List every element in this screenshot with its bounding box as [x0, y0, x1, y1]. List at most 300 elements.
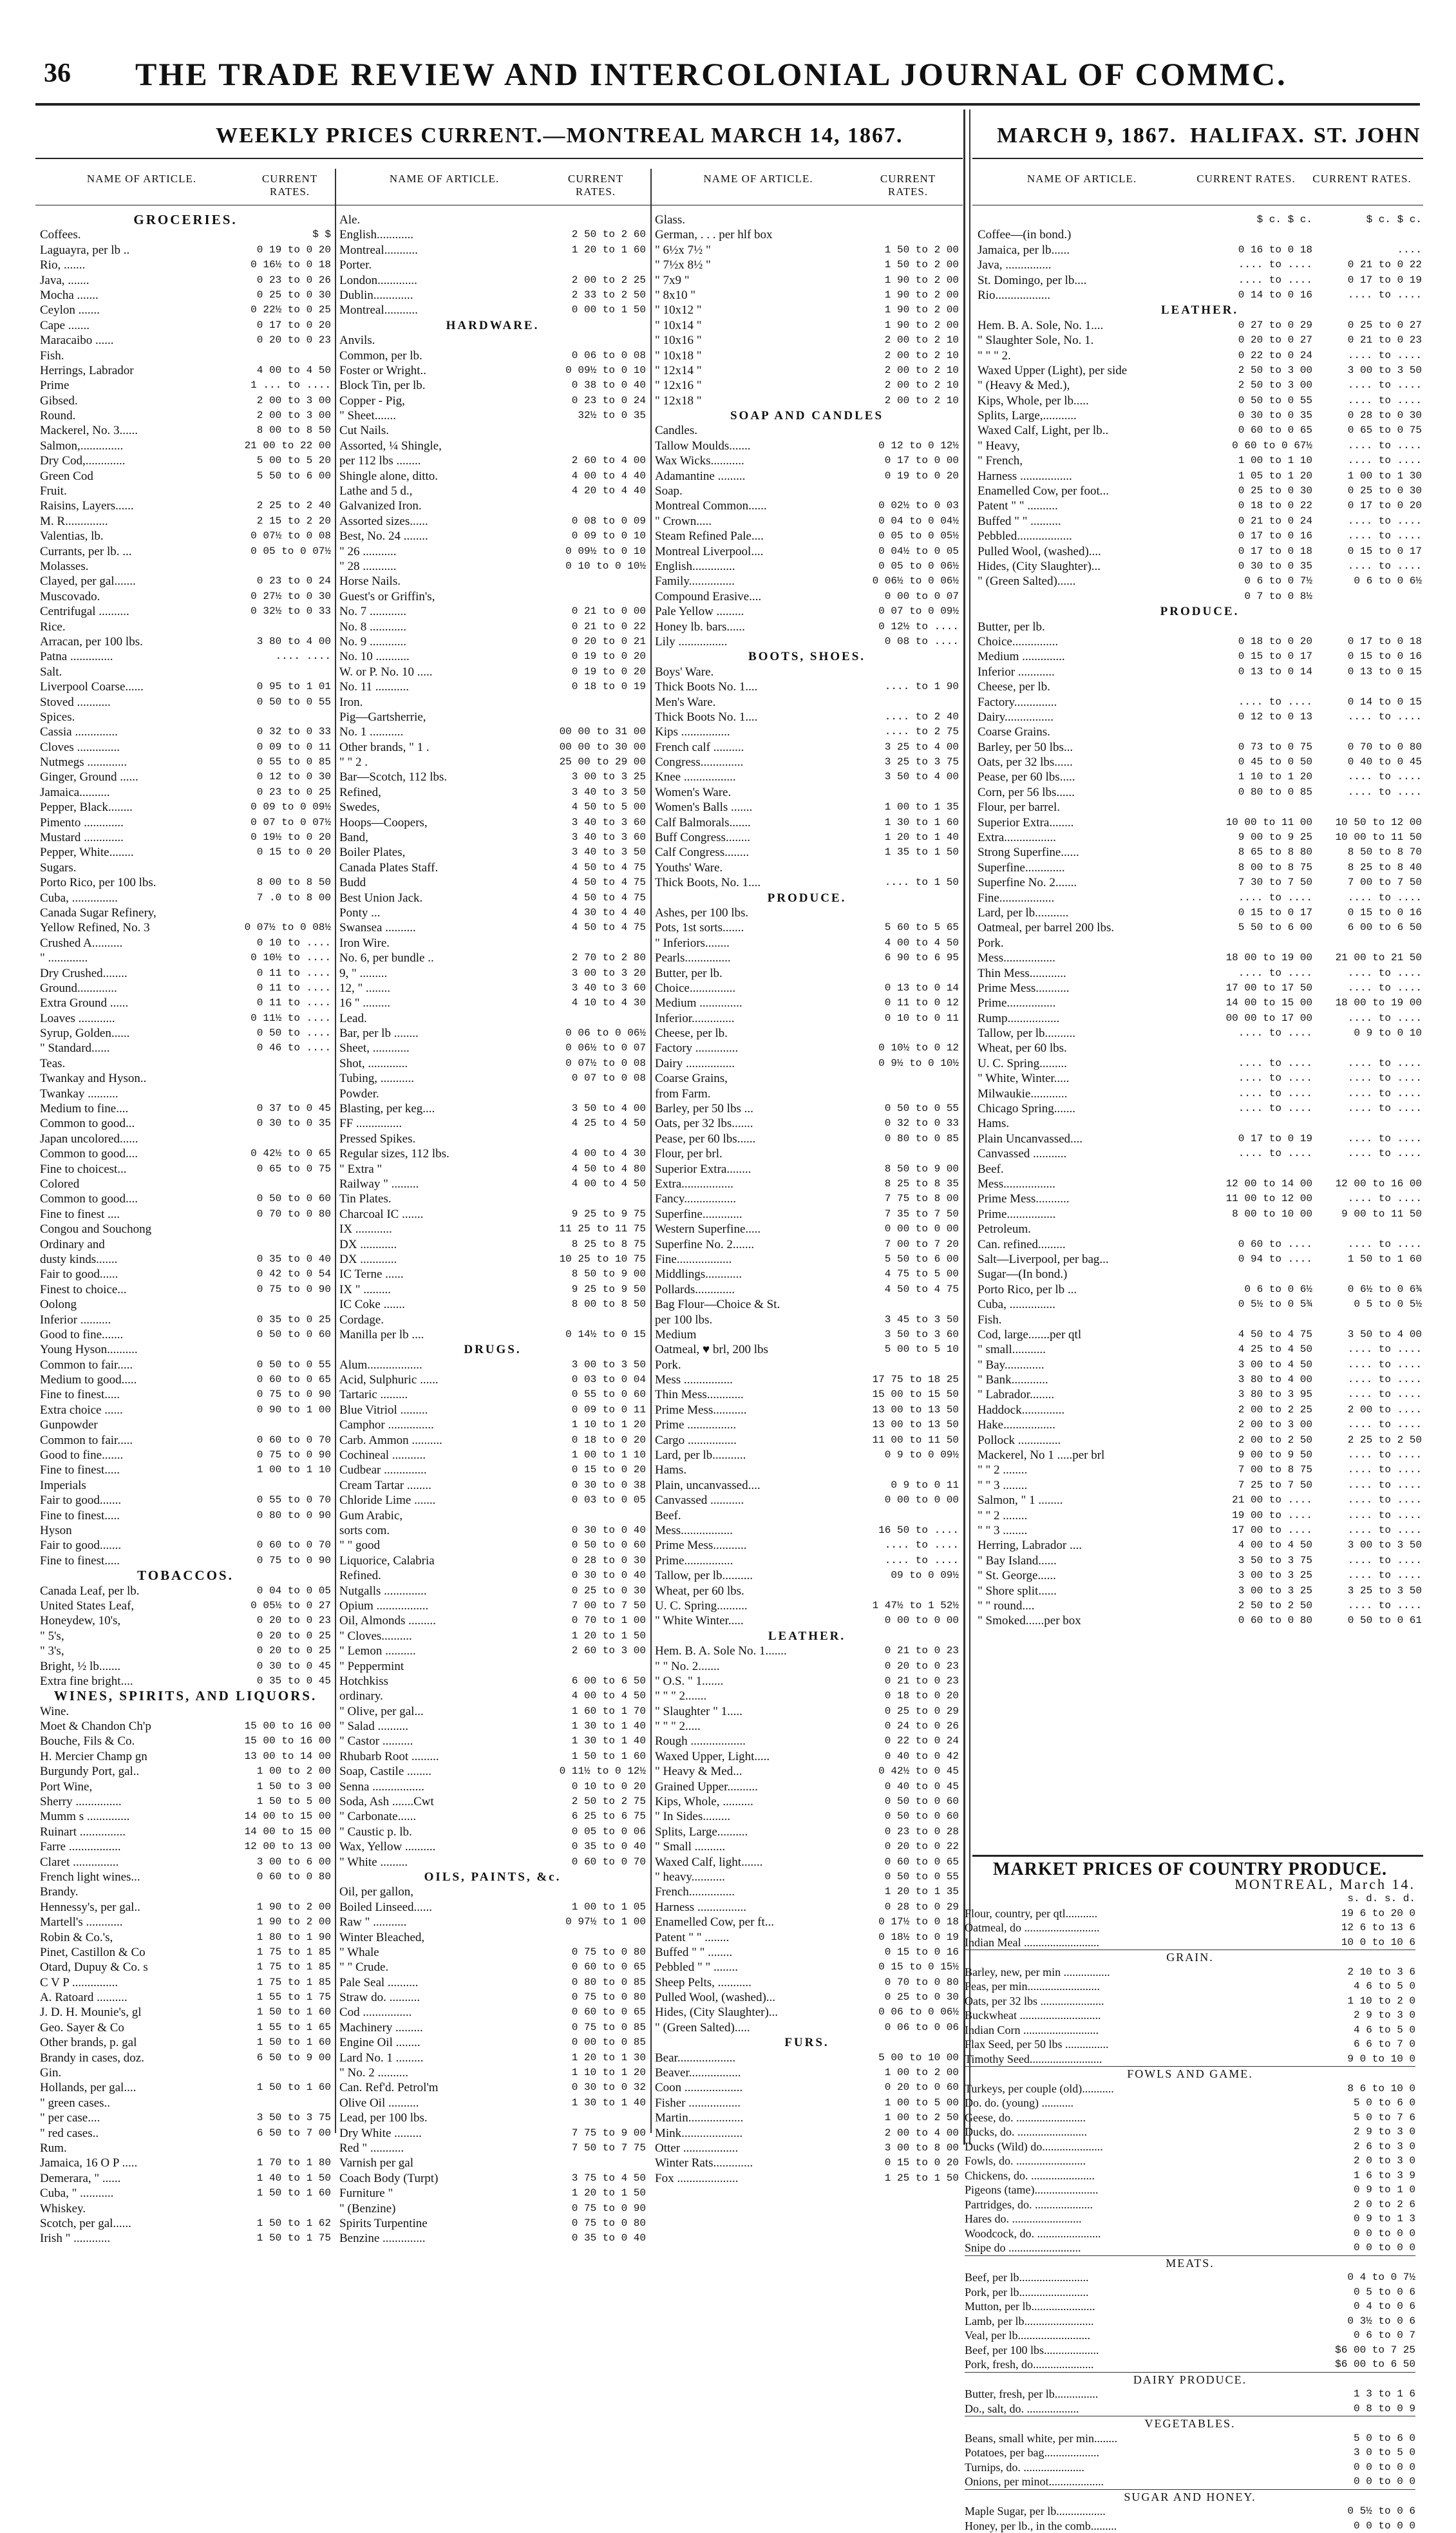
article-name: " Salad .......... [339, 1719, 572, 1734]
price-row [655, 665, 959, 679]
current-rate: 0 40 to 0 45 [885, 1779, 959, 1794]
current-rate: 0 10½ to 0 12 [878, 1041, 959, 1056]
price-row [978, 1011, 1422, 1026]
current-rate: 0 19½ to 0 20 [251, 830, 331, 845]
price-row [655, 2020, 959, 2035]
article-name: Cream Tartar ........ [339, 1478, 572, 1493]
price-row [655, 755, 959, 770]
price-row [655, 2111, 959, 2125]
market-row [965, 2154, 1415, 2168]
produce-price: 8 6 to 10 0 [1347, 2082, 1415, 2096]
stjohn-rate: 0 17 to 0 20 [1312, 498, 1422, 513]
article-name: Fine to finest..... [40, 1553, 257, 1568]
article-name: Fancy................. [655, 1191, 885, 1206]
produce-name: Oats, per 32 lbs ...................... [965, 1994, 1347, 2009]
price-row [339, 920, 646, 935]
stjohn-rate [1312, 227, 1422, 242]
article-name: Fruit. [40, 484, 331, 498]
article-name: Budd [339, 875, 572, 890]
produce-price: 4 6 to 5 0 [1354, 2023, 1415, 2038]
article-name: Calf Congress........ [655, 845, 885, 860]
price-row [40, 273, 331, 288]
price-row [978, 348, 1422, 363]
article-name: Olive Oil .......... [339, 2096, 572, 2111]
stjohn-rate: .... to .... [1312, 559, 1422, 574]
market-row [965, 2096, 1415, 2111]
price-row [978, 439, 1422, 453]
price-row [655, 2156, 959, 2170]
price-row [339, 559, 646, 574]
article-name: " " " 2. [978, 348, 1203, 363]
price-row [978, 1538, 1422, 1553]
stjohn-rate: 18 00 to 19 00 [1312, 996, 1422, 1010]
article-name: Wax, Yellow .......... [339, 1839, 572, 1854]
stjohn-rate: .... to .... [1312, 1553, 1422, 1568]
price-row [40, 1448, 331, 1463]
halifax-rate: .... to .... [1203, 1026, 1312, 1041]
article-name: " 10x14 " [655, 318, 885, 333]
price-row [655, 1764, 959, 1779]
produce-name: Beef, per lb........................ [965, 2270, 1347, 2285]
price-row [655, 213, 959, 227]
price-row [655, 634, 959, 649]
current-rate: 1 00 to 5 00 [885, 2096, 959, 2111]
article-name: Rhubarb Root ......... [339, 1749, 572, 1764]
price-row [655, 830, 959, 845]
price-row [40, 1132, 331, 1146]
article-name: Inferior .......... [40, 1313, 257, 1327]
stjohn-rate: 3 00 to 3 50 [1312, 1538, 1422, 1553]
article-name: Tubing, ........... [339, 1071, 572, 1086]
article-name: Burgundy Port, gal.. [40, 1764, 257, 1779]
article-name: Hotchkiss [339, 1674, 572, 1689]
price-row [655, 2126, 959, 2141]
article-name: Manilla per lb .... [339, 1327, 565, 1342]
article-name: 12, " ........ [339, 981, 572, 996]
price-row [40, 2051, 331, 2065]
produce-price: 10 0 to 10 6 [1341, 1935, 1415, 1950]
current-rate: 0 50 to 0 60 [885, 1809, 959, 1824]
price-row [339, 665, 646, 679]
current-rate: 0 50 to 0 60 [257, 1191, 331, 1206]
article-name: Tartaric ......... [339, 1387, 572, 1402]
article-name: Assorted sizes...... [339, 514, 572, 529]
article-name: Sherry ............... [40, 1794, 257, 1809]
price-row [978, 423, 1422, 438]
price-row [655, 1071, 959, 1086]
price-row [40, 1930, 331, 1945]
current-rate: 0 60 to 0 65 [257, 1372, 331, 1387]
page-number: 36 [44, 58, 71, 89]
article-name: Jamaica.......... [40, 785, 257, 800]
produce-price: 2 0 to 3 0 [1354, 2154, 1415, 2168]
article-name: Good to fine....... [40, 1327, 257, 1342]
article-name: Kips, Whole, .......... [655, 1794, 885, 1809]
price-row [655, 996, 959, 1010]
current-rate: 0 30 to 0 38 [572, 1478, 646, 1493]
price-row [655, 1704, 959, 1719]
price-row [978, 634, 1422, 649]
halifax-rate: 0 15 to 0 17 [1203, 906, 1312, 920]
article-name: Honey lb. bars...... [655, 620, 878, 634]
article-name: DRUGS. [339, 1342, 646, 1357]
price-row [978, 981, 1422, 996]
price-row [978, 1282, 1422, 1297]
price-row [339, 1704, 646, 1719]
price-row [978, 1222, 1422, 1237]
montreal-column-3 [655, 213, 959, 2186]
article-name: Herring, Labrador .... [978, 1538, 1203, 1553]
current-rate: 7 75 to 8 00 [885, 1191, 959, 1206]
price-row [40, 2005, 331, 2020]
price-row [655, 1523, 959, 1538]
halifax-rate: 0 5½ to 0 5¾ [1203, 1297, 1312, 1312]
price-row [655, 1599, 959, 1613]
article-name: Pressed Spikes. [339, 1132, 646, 1146]
price-row [40, 695, 331, 710]
price-row [40, 1191, 331, 1206]
market-row [965, 2197, 1415, 2212]
current-rate: 21 00 to 22 00 [245, 439, 331, 453]
price-row [978, 1026, 1422, 1041]
article-name: " (Green Salted)..... [655, 2020, 885, 2035]
stjohn-rate: 0 17 to 0 18 [1312, 634, 1422, 649]
market-category: DAIRY PRODUCE. [965, 2372, 1415, 2387]
article-name: Enamelled Cow, per foot... [978, 484, 1203, 498]
current-rate: 0 23 to 0 28 [885, 1825, 959, 1839]
price-row [655, 1689, 959, 1703]
price-row [40, 333, 331, 348]
current-rate: 0 75 to 0 90 [257, 1553, 331, 1568]
halifax-rate: 0 15 to 0 17 [1203, 649, 1312, 664]
current-rate: 11 00 to 11 50 [873, 1433, 959, 1448]
produce-price: 2 9 to 3 0 [1354, 2008, 1415, 2023]
price-row [978, 453, 1422, 468]
stjohn-rate: 3 50 to 4 00 [1312, 1327, 1422, 1342]
produce-price: 2 6 to 3 0 [1354, 2139, 1415, 2154]
current-rate: 1 20 to 1 40 [885, 830, 959, 845]
current-rate: 0 10½ to .... [251, 951, 331, 965]
current-rate: 0 11½ to .... [251, 1011, 331, 1026]
current-rate: 0 25 to 0 30 [257, 288, 331, 303]
price-row [978, 408, 1422, 423]
produce-price: 0 5 to 0 6 [1354, 2285, 1415, 2300]
article-name: Cochineal ........... [339, 1448, 572, 1463]
article-name: Barley, per 50 lbs... [978, 740, 1203, 755]
column-rule [650, 169, 652, 2133]
article-name: Colored [40, 1177, 331, 1191]
price-row [40, 1825, 331, 1839]
price-row [978, 920, 1422, 935]
price-row [978, 514, 1422, 529]
price-row [978, 1267, 1422, 1282]
price-row [339, 1674, 646, 1689]
price-row [978, 1568, 1422, 1583]
halifax-rate [1203, 725, 1312, 739]
price-row [339, 1418, 646, 1432]
produce-name: Barley, new, per min ................ [965, 1965, 1347, 1980]
section-heading [339, 318, 646, 333]
price-row [339, 1387, 646, 1402]
price-row [978, 273, 1422, 288]
current-rate: 0 10 to 0 10½ [565, 559, 646, 574]
price-row [339, 514, 646, 529]
stjohn-rate: 0 13 to 0 15 [1312, 665, 1422, 679]
stjohn-rate: .... [1312, 243, 1422, 258]
price-row [339, 1403, 646, 1418]
article-name: " Smoked......per box [978, 1613, 1203, 1628]
stjohn-rate: .... to .... [1312, 966, 1422, 981]
market-row [965, 2474, 1415, 2489]
article-name: dusty kinds....... [40, 1252, 257, 1267]
produce-name: Geese, do. ........................ [965, 2111, 1354, 2125]
article-name: Hams. [655, 1463, 959, 1477]
current-rate: 0 20 to 0 25 [257, 1629, 331, 1644]
section-heading [978, 604, 1422, 619]
price-row [339, 815, 646, 830]
current-rate: 1 50 to 1 75 [257, 2231, 331, 2246]
price-row [655, 1327, 959, 1342]
price-row [655, 2005, 959, 2020]
price-row [339, 2141, 646, 2156]
price-row [339, 2065, 646, 2080]
halifax-rate: .... to .... [1203, 258, 1312, 272]
article-name: Rough .................. [655, 1734, 885, 1749]
current-rate: 0 42½ to 0 45 [878, 1764, 959, 1779]
article-name: Regular sizes, 112 lbs. [339, 1146, 572, 1161]
article-name: " Sheet....... [339, 408, 578, 423]
produce-price: 0 9 to 1 3 [1354, 2212, 1415, 2226]
price-row [40, 710, 331, 725]
current-rate: 0 9½ to 0 10½ [878, 1056, 959, 1071]
price-row [978, 559, 1422, 574]
price-row [40, 243, 331, 258]
price-row [978, 574, 1422, 589]
current-rate: 0 15 to 0 15½ [878, 1960, 959, 1975]
current-rate: 1 80 to 1 90 [257, 1930, 331, 1945]
produce-price: 0 0 to 0 0 [1354, 2241, 1415, 2255]
article-name: " Extra " [339, 1162, 572, 1177]
price-row [339, 378, 646, 393]
current-rate: 0 75 to 0 80 [572, 2216, 646, 2231]
price-row [339, 1313, 646, 1327]
produce-price: 5 0 to 6 0 [1354, 2431, 1415, 2446]
price-row [655, 1809, 959, 1824]
current-rate: 4 50 to 4 75 [572, 860, 646, 875]
current-rate: 0 05½ to 0 27 [251, 1599, 331, 1613]
article-name: " 5's, [40, 1629, 257, 1644]
market-row [965, 2183, 1415, 2197]
current-rate: 0 07½ to 0 08 [251, 529, 331, 544]
current-rate: .... to .... [885, 1538, 959, 1553]
current-rate: 2 00 to 2 25 [572, 273, 646, 288]
price-row [339, 469, 646, 484]
price-row [40, 1584, 331, 1599]
price-row [655, 1403, 959, 1418]
article-name: Calf Balmorals....... [655, 815, 885, 830]
price-row [655, 333, 959, 348]
article-name: Java, ............... [978, 258, 1203, 272]
price-row [40, 303, 331, 318]
current-rate: 1 50 to 3 00 [257, 1779, 331, 1794]
current-rate: 0 22 to 0 24 [885, 1734, 959, 1749]
current-rate: 2 00 to 3 00 [257, 408, 331, 423]
article-name: Petroleum. [978, 1222, 1203, 1237]
col-rates-header-1: CURRENT RATES. [248, 173, 332, 198]
price-row [339, 1764, 646, 1779]
article-name: Chicago Spring....... [978, 1101, 1203, 1116]
current-rate: 0 06½ to 0 07 [565, 1041, 646, 1056]
price-row [339, 1071, 646, 1086]
current-rate: 0 18 to 0 19 [572, 679, 646, 694]
current-rate: 0 32 to 0 33 [885, 1116, 959, 1131]
market-row [965, 2270, 1415, 2285]
article-name: London............. [339, 273, 572, 288]
current-rate: 0 50 to 0 55 [257, 1358, 331, 1372]
current-rate: 1 90 to 2 00 [257, 1915, 331, 1930]
article-name: Currants, per lb. ... [40, 544, 251, 559]
article-name: Superfine No. 2....... [655, 1237, 885, 1252]
stjohn-rate: 10 00 to 11 50 [1312, 830, 1422, 845]
price-row [655, 1493, 959, 1508]
price-row [40, 860, 331, 875]
article-name: No. 9 ............ [339, 634, 572, 649]
article-name: " " 2 ........ [978, 1508, 1203, 1523]
article-name: Coon ................... [655, 2080, 885, 2095]
price-row [40, 634, 331, 649]
article-name: Ponty ... [339, 906, 572, 920]
market-category: SUGAR AND HONEY. [965, 2489, 1415, 2505]
price-row [339, 981, 646, 996]
article-name: Hollands, per gal.... [40, 2080, 257, 2095]
price-row [655, 1960, 959, 1975]
price-row [978, 589, 1422, 604]
current-rate: 1 50 to 1 60 [257, 2005, 331, 2020]
price-row [40, 1463, 331, 1477]
market-row [965, 2328, 1415, 2343]
article-name: Nutmegs ............. [40, 755, 257, 770]
current-rate: 0 18 to 0 20 [572, 1433, 646, 1448]
article-name: Coarse Grains. [978, 725, 1203, 739]
article-name: " Heavy & Med... [655, 1764, 878, 1779]
current-rate: 32½ to 0 35 [578, 408, 646, 423]
current-rate: 1 00 to 1 05 [572, 1900, 646, 1915]
article-name: Mess ................ [655, 1372, 873, 1387]
article-name: French light wines... [40, 1870, 257, 1884]
price-row [655, 1297, 959, 1312]
price-row [655, 1975, 959, 1990]
article-name: Plain, uncanvassed.... [655, 1478, 891, 1493]
stjohn-rate: .... to .... [1312, 1011, 1422, 1026]
price-row [978, 1372, 1422, 1387]
article-name: Waxed Upper (Light), per side [978, 363, 1203, 378]
current-rate: 3 00 to 8 00 [885, 2141, 959, 2156]
price-row [339, 1779, 646, 1794]
current-rate: 09 to 0 09½ [891, 1568, 959, 1583]
article-name: Coarse Grains, [655, 1071, 959, 1086]
article-name: Twankay and Hyson.. [40, 1071, 331, 1086]
price-row [40, 1945, 331, 1960]
current-rate: 0 11½ to 0 12½ [560, 1764, 646, 1779]
article-name: Hyson [40, 1523, 331, 1538]
price-row [978, 333, 1422, 348]
price-row [978, 725, 1422, 739]
article-name: Mustard ............. [40, 830, 251, 845]
price-row [655, 1613, 959, 1628]
current-rate: 0 06 to 0 06 [885, 2020, 959, 2035]
price-row [339, 2186, 646, 2201]
price-row [978, 1584, 1422, 1599]
article-name: No. 7 ............ [339, 604, 572, 619]
price-row [655, 1674, 959, 1689]
halifax-rate: 0 73 to 0 75 [1203, 740, 1312, 755]
price-row [40, 453, 331, 468]
halifax-rate: 17 00 to .... [1203, 1523, 1312, 1538]
price-row [978, 620, 1422, 634]
price-row [655, 2096, 959, 2111]
article-name: Gibsed. [40, 394, 257, 408]
current-rate: 3 40 to 3 60 [572, 981, 646, 996]
price-row [655, 936, 959, 951]
price-row [339, 1960, 646, 1975]
article-name: W. or P. No. 10 ..... [339, 665, 572, 679]
article-name: " red cases.. [40, 2126, 257, 2141]
price-row [978, 318, 1422, 333]
article-name: Common, per lb. [339, 348, 572, 363]
current-rate: 00 00 to 30 00 [560, 740, 646, 755]
price-row [40, 755, 331, 770]
article-name: FURS. [655, 2035, 959, 2050]
price-row [40, 394, 331, 408]
current-rate: 0 08 to 0 09 [572, 514, 646, 529]
article-name: Superfine............. [978, 860, 1203, 875]
stjohn-rate: .... to .... [1312, 1568, 1422, 1583]
current-rate: 0 80 to 0 85 [572, 1975, 646, 1990]
current-rate: .... to .... [885, 1553, 959, 1568]
price-row [978, 1463, 1422, 1477]
price-row [40, 469, 331, 484]
market-row [965, 2139, 1415, 2154]
article-name: Engine Oil ........ [339, 2035, 572, 2050]
current-rate: .... to 2 40 [885, 710, 959, 725]
price-row [978, 906, 1422, 920]
article-name: Good to fine....... [40, 1448, 257, 1463]
article-name: Patent " " ........ [655, 1930, 878, 1945]
current-rate: 3 40 to 3 60 [572, 815, 646, 830]
current-rate: 0 60 to 0 65 [572, 2005, 646, 2020]
price-row [40, 2096, 331, 2111]
article-name: Rice. [40, 620, 331, 634]
current-rate: 0 03 to 0 05 [572, 1493, 646, 1508]
price-row [40, 920, 331, 935]
running-head: THE TRADE REVIEW AND INTERCOLONIAL JOURNAL OF COMMC. [135, 55, 1294, 93]
price-row [655, 318, 959, 333]
article-name: Irish " ............ [40, 2231, 257, 2246]
article-name: PRODUCE. [978, 604, 1422, 619]
price-row [655, 1719, 959, 1734]
article-name: Wheat, per 60 lbs. [978, 1041, 1203, 1056]
article-name: Oatmeal, ♥ brl, 200 lbs [655, 1342, 885, 1357]
col-rates-header-2: CURRENT RATES. [547, 173, 644, 198]
article-name: " St. George...... [978, 1568, 1203, 1583]
article-name: Flour, per brl. [655, 1146, 959, 1161]
price-row [655, 227, 959, 242]
article-name: LEATHER. [978, 303, 1422, 318]
price-row [40, 484, 331, 498]
price-row [339, 845, 646, 860]
price-row [40, 1313, 331, 1327]
current-rate: 00 00 to 31 00 [560, 725, 646, 739]
